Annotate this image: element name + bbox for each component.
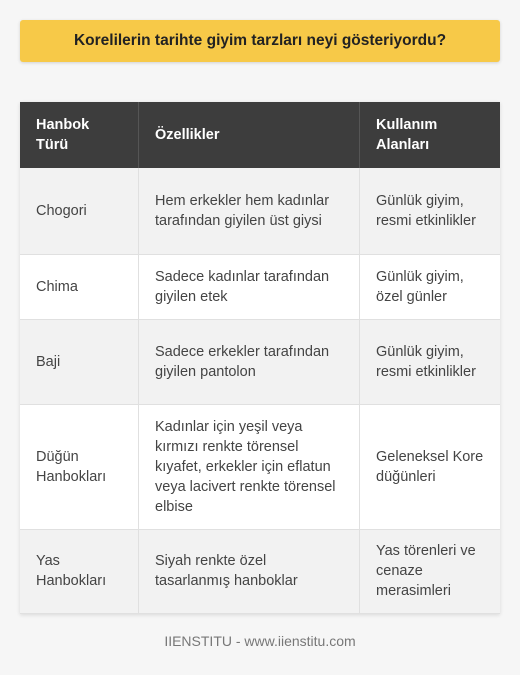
table-header-row xyxy=(20,102,500,168)
cell-type: Düğün Hanbokları xyxy=(20,404,139,529)
table-row xyxy=(20,254,500,319)
column-header-features: Özellikler xyxy=(139,102,360,168)
footer-credit: IIENSTITU - www.iienstitu.com xyxy=(164,633,356,649)
cell-features: Hem erkekler hem kadınlar tarafından giyilen üst giysi xyxy=(139,168,360,254)
hanbok-table xyxy=(20,102,500,614)
page-title: Korelilerin tarihte giyim tarzları neyi gösteriyordu? xyxy=(73,32,447,49)
cell-usage: Günlük giyim, resmi etkinlikler xyxy=(360,168,501,254)
cell-features: Sadece erkekler tarafından giyilen pantolon xyxy=(139,319,360,404)
cell-usage: Yas törenleri ve cenaze merasimleri xyxy=(360,529,501,613)
cell-usage: Geleneksel Kore düğünleri xyxy=(360,404,501,529)
column-header-type: Hanbok Türü xyxy=(20,102,139,168)
hanbok-table-container xyxy=(20,102,500,614)
table-row xyxy=(20,404,500,529)
table-row xyxy=(20,529,500,613)
cell-type: Baji xyxy=(20,319,139,404)
table-row xyxy=(20,319,500,404)
title-banner xyxy=(20,20,500,62)
cell-type: Chima xyxy=(20,254,139,319)
column-header-usage: Kullanım Alanları xyxy=(360,102,501,168)
cell-type: Yas Hanbokları xyxy=(20,529,139,613)
cell-features: Kadınlar için yeşil veya kırmızı renkte törensel kıyafet, erkekler için eflatun veya lacivert renkte törensel elbise xyxy=(139,404,360,529)
cell-usage: Günlük giyim, özel günler xyxy=(360,254,501,319)
cell-usage: Günlük giyim, resmi etkinlikler xyxy=(360,319,501,404)
cell-features: Sadece kadınlar tarafından giyilen etek xyxy=(139,254,360,319)
cell-features: Siyah renkte özel tasarlanmış hanboklar xyxy=(139,529,360,613)
table-row xyxy=(20,168,500,254)
cell-type: Chogori xyxy=(20,168,139,254)
